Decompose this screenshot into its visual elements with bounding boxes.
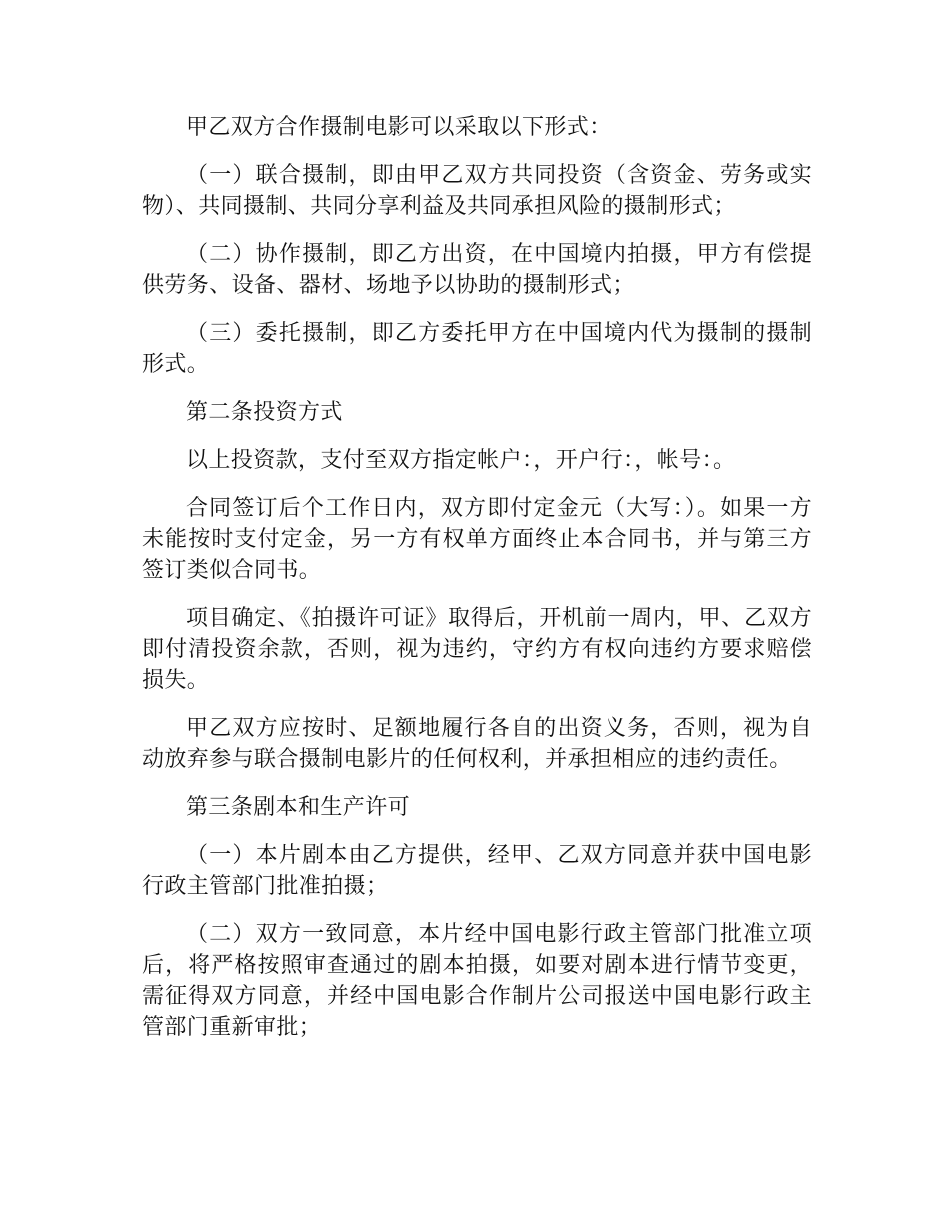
paragraph-deposit: 合同签订后个工作日内，双方即付定金元（大写：）。如果一方未能按时支付定金，另一方有权单方面终止本合同书，并与第三方签订类似合同书。 (142, 496, 812, 583)
paragraph-commissioned-production: （三）委托摄制，即乙方委托甲方在中国境内代为摄制的摄制形式。 (142, 321, 812, 377)
paragraph-script-changes: （二）双方一致同意，本片经中国电影行政主管部门批准立项后，将严格按照审查通过的剧本拍摄，如要对剧本进行情节变更，需征得双方同意，并经中国电影合作制片公司报送中国电影行政主管部门重新审批； (142, 922, 812, 1040)
paragraph-joint-production: （一）联合摄制，即由甲乙双方共同投资（含资金、劳务或实物）、共同摄制、共同分享利益及共同承担风险的摄制形式； (142, 163, 812, 219)
section-heading-script-permit: 第三条剧本和生产许可 (186, 795, 411, 820)
paragraph-balance-payment: 项目确定、《拍摄许可证》取得后，开机前一周内，甲、乙双方即付清投资余款，否则，视为违约，守约方有权向违约方要求赔偿损失。 (142, 606, 812, 693)
paragraph-investment-obligation: 甲乙双方应按时、足额地履行各自的出资义务，否则，视为自动放弃参与联合摄制电影片的任何权利，并承担相应的违约责任。 (142, 716, 812, 772)
document-body (142, 112, 812, 1060)
paragraph-cooperation-forms: 甲乙双方合作摄制电影可以采取以下形式： (186, 115, 612, 140)
paragraph-script-provision: （一）本片剧本由乙方提供，经甲、乙双方同意并获中国电影行政主管部门批准拍摄； (142, 843, 812, 899)
paragraph-payment-account: 以上投资款，支付至双方指定帐户：，开户行：，帐号：。 (186, 448, 736, 473)
paragraph-assisted-production: （二）协作摄制，即乙方出资，在中国境内拍摄，甲方有偿提供劳务、设备、器材、场地予以协助的摄制形式； (142, 242, 812, 298)
section-heading-investment: 第二条投资方式 (186, 400, 343, 425)
